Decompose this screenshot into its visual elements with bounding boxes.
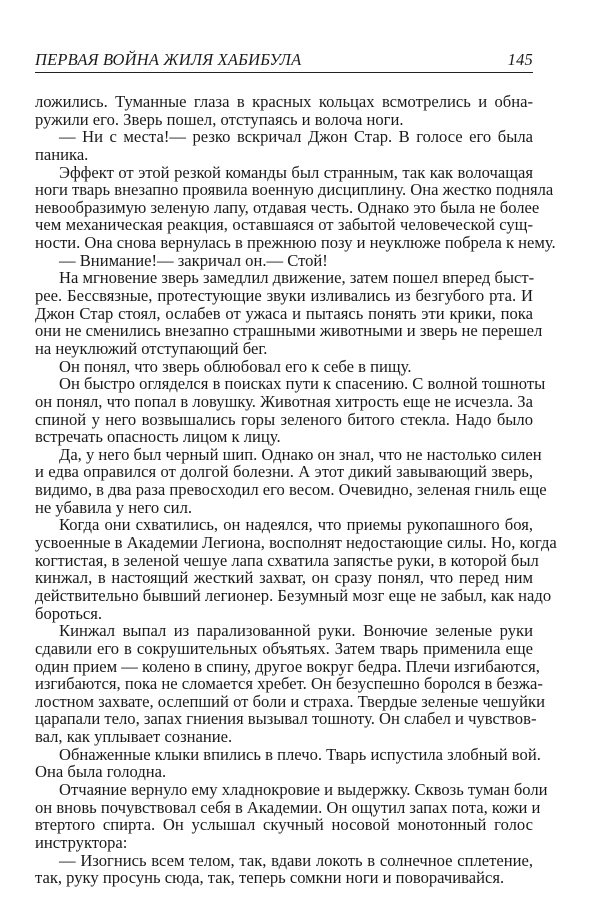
text-line: ноги тварь внезапно проявила военную дисциплину. Она жестко подняла [35, 180, 554, 200]
text-line: Эффект от этой резкой команды был странным, так как волочащая [59, 162, 533, 182]
text-line: инструктора: [35, 832, 128, 852]
text-line: когтистая, в зеленой чешуе лапа схватила запястье руки, в которой был [35, 550, 539, 570]
text-line: ложились. Туманные глаза в красных кольцах всмотрелись и обна- [35, 92, 533, 111]
text-line: не убавила у него сил. [35, 497, 192, 517]
text-line: На мгновение зверь замедлил движение, затем пошел вперед быст- [59, 268, 535, 288]
text-line: так, руку просунь сюда, так, теперь сомкни ноги и поворачивайся. [35, 868, 505, 888]
text-line: Он быстро огляделся в поисках пути к спасению. С волной тошноты [59, 374, 546, 394]
text-line: он вновь почувствовал себя в Академии. Он ощутил запах пота, кожи и [35, 797, 541, 817]
text-line: он понял, что попал в ловушку. Животная хитрость еще не исчезла. За [35, 391, 533, 411]
body-text [35, 92, 557, 888]
text-line: вал, как уплывает сознание. [35, 727, 233, 747]
text-line: Отчаяние вернуло ему хладнокровие и выдержку. Сквозь туман боли [59, 779, 548, 799]
text-line: Он понял, что зверь облюбовал его к себе в пищу. [59, 356, 412, 376]
running-title: ПЕРВАЯ ВОЙНА ЖИЛЯ ХАБИБУЛА [35, 50, 302, 69]
text-line: и едва оправился от долгой болезни. А этот дикий завывающий зверь, [35, 462, 533, 482]
running-header [35, 52, 533, 73]
text-line: видимо, в два раза превосходил его весом. Очевидно, зеленая гниль еще [35, 480, 547, 500]
text-line: — Ни с места!— резко вскричал Джон Стар. В голосе его была [59, 127, 533, 147]
text-line: ружили его. Зверь пошел, отступаясь и волоча ноги. [35, 109, 404, 129]
text-line: Кинжал выпал из парализованной руки. Вонючие зеленые руки [59, 621, 533, 641]
text-line: царапали тело, запах гниения вызывал тошноту. Он слабел и чувствов- [35, 709, 537, 729]
text-line: втертого спирта. Он услышал скучный носовой монотонный голос [35, 815, 533, 835]
text-line: паника. [35, 144, 89, 164]
text-line: Когда они схватились, он надеялся, что приемы рукопашного боя, [59, 515, 533, 535]
text-line: чем механическая реакция, оставшаяся от забытой человеческой сущ- [35, 215, 533, 235]
text-line: Она была голодна. [35, 762, 167, 782]
text-line: невообразимую зеленую лапу, отдавая честь. Однако это была не более [35, 197, 540, 217]
text-line: спиной у него возвышались горы зеленого битого стекла. Надо было [35, 409, 533, 429]
text-line: Джон Стар стоял, ослабев от ужаса и пытаясь понять эти крики, пока [35, 303, 533, 323]
text-line: сдавили его в сокрушительных объятьях. Затем тварь применила еще [35, 638, 533, 658]
text-line: Обнаженные клыки впились в плечо. Тварь испустила злобный вой. [59, 744, 541, 764]
text-line: они не сменились внезапно страшными животными и зверь не перешел [35, 321, 543, 341]
text-line: — Изогнись всем телом, так, вдави локоть в солнечное сплетение, [59, 850, 533, 870]
page-number: 145 [507, 50, 533, 69]
text-line: изгибаются, пока не сломается хребет. Он безуспешно боролся в безжа- [35, 674, 543, 694]
text-line: рее. Бессвязные, протестующие звуки изливались из безгубого рта. И [35, 286, 533, 306]
text-line: усвоенные в Академии Легиона, восполнят недостающие силы. Но, когда [35, 533, 557, 553]
text-line: один прием — колено в спину, другое вокруг бедра. Плечи изгибаются, [35, 656, 540, 676]
text-line: бороться. [35, 603, 103, 623]
text-line: Да, у него был черный шип. Однако он знал, что не настолько силен [59, 444, 542, 464]
text-line: встречать опасность лицом к лицу. [35, 427, 281, 447]
text-line: кинжал, в настоящий жесткий захват, он сразу понял, что перед ним [35, 568, 533, 588]
text-line: лостном захвате, ослепший от боли и страха. Твердые зеленые чешуйки [35, 691, 545, 711]
text-line: на неуклюжий отступающий бег. [35, 338, 268, 358]
text-line: действительно бывший легионер. Безумный мозг еще не забыл, как надо [35, 585, 552, 605]
text-line: — Внимание!— закричал он.— Стой! [59, 250, 328, 270]
text-line: ности. Она снова вернулась в прежнюю позу и неуклюже побрела к нему. [35, 233, 556, 253]
